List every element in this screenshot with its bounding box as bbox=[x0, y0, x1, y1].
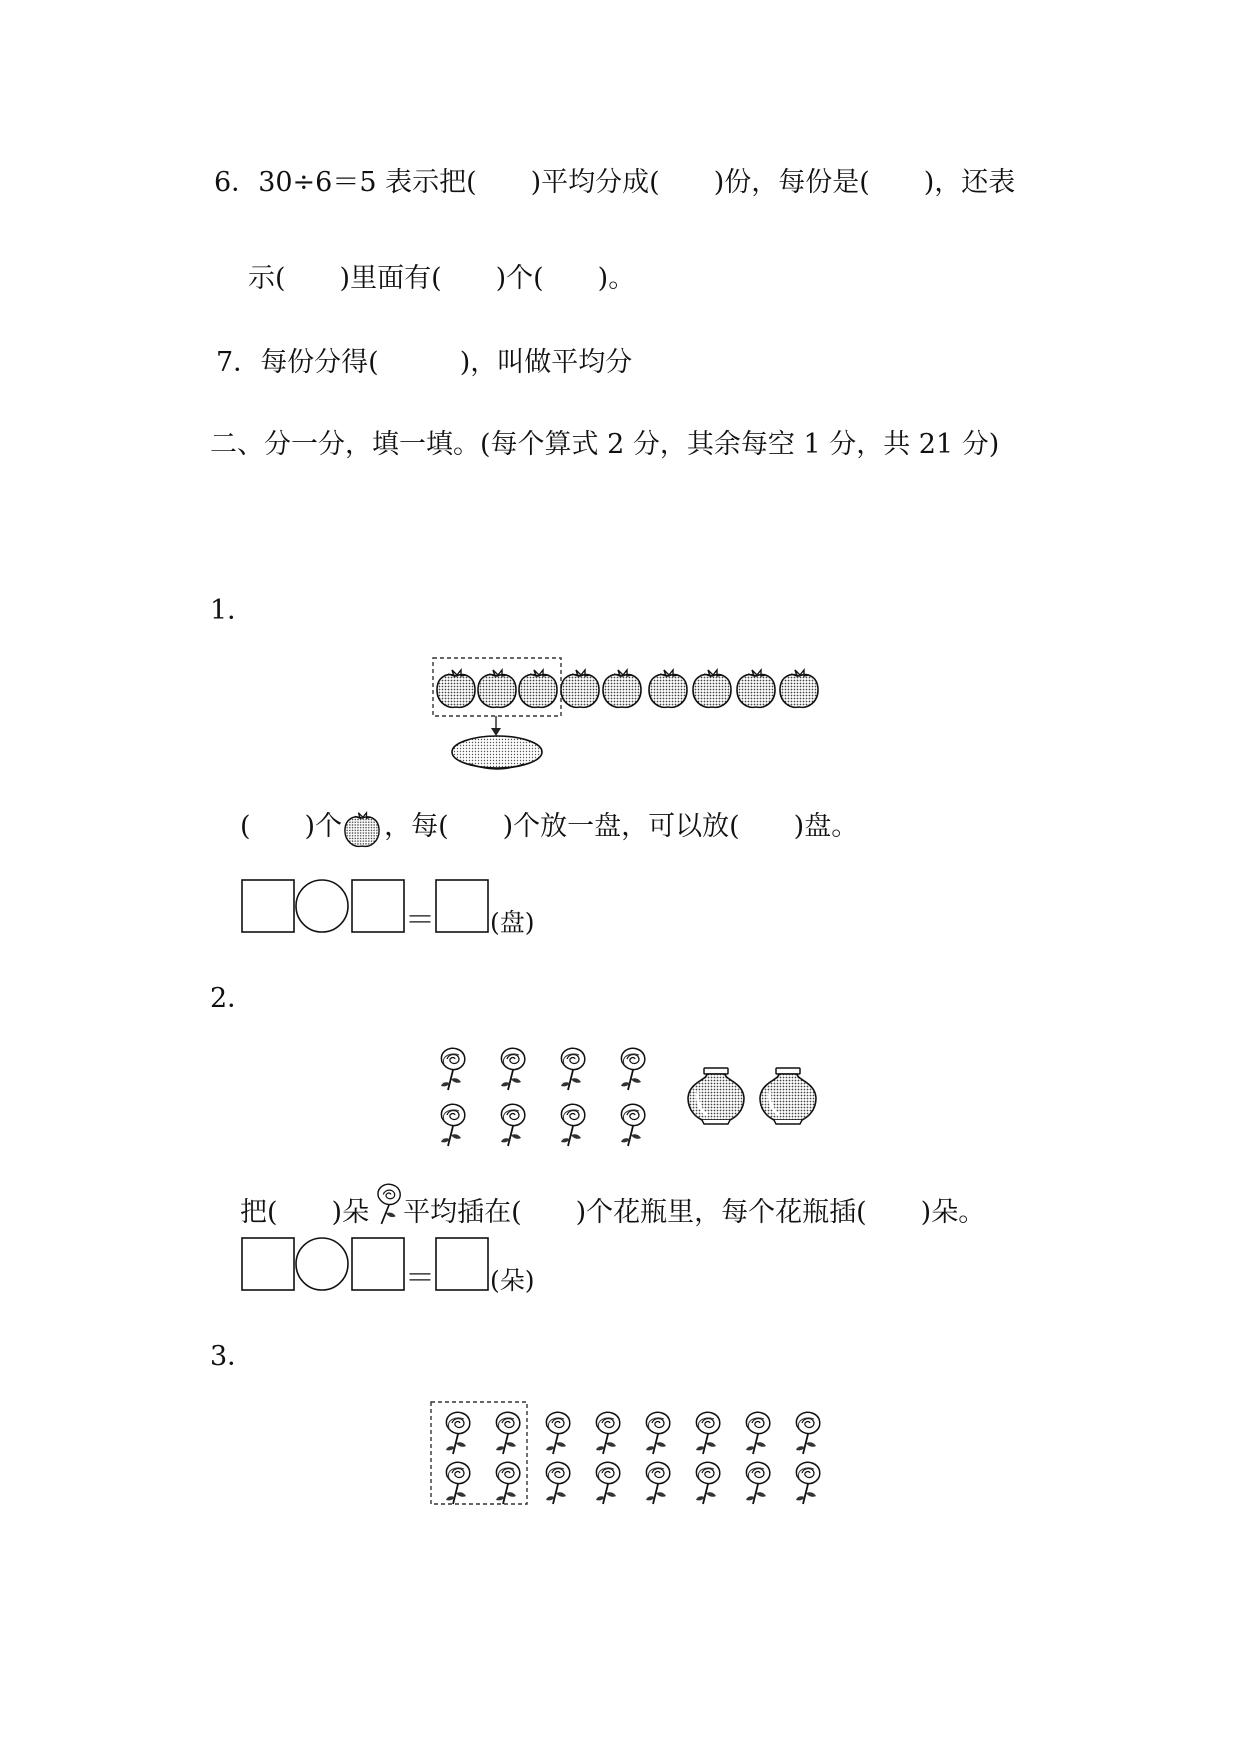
p2-number: 2． bbox=[210, 983, 255, 1014]
rose-icon bbox=[546, 1412, 570, 1454]
rose-icon bbox=[596, 1462, 620, 1504]
q6-line2: 示( )里面有( )个( )。 bbox=[248, 263, 636, 294]
p2-equals-sign: ＝ bbox=[405, 1261, 435, 1296]
rose-icon bbox=[646, 1462, 670, 1504]
rose-icon bbox=[696, 1462, 720, 1504]
rose-icon bbox=[496, 1412, 520, 1454]
section2-title: 二、分一分，填一填。(每个算式 2 分，其余每空 1 分，共 21 分) bbox=[210, 429, 1000, 460]
p1-sentence-a: ( )个 bbox=[240, 811, 343, 842]
q6-number: 6． bbox=[214, 167, 259, 198]
p1-unit: (盘) bbox=[490, 908, 535, 937]
q7-number: 7． bbox=[216, 347, 261, 378]
rose-icon bbox=[796, 1462, 820, 1504]
q6-text-line1: 30÷6＝5 表示把( )平均分成( )份，每份是( )，还表 bbox=[258, 167, 1016, 198]
rose-icon bbox=[546, 1462, 570, 1504]
rose-icon bbox=[496, 1462, 520, 1504]
rose-icon bbox=[596, 1412, 620, 1454]
rose-icon bbox=[746, 1412, 770, 1454]
rose-icon bbox=[446, 1462, 470, 1504]
p2-unit: (朵) bbox=[490, 1266, 535, 1295]
p3-number: 3． bbox=[210, 1341, 255, 1372]
p1-sentence-b: ，每( )个放一盘，可以放( )盘。 bbox=[384, 811, 859, 842]
rose-icon bbox=[646, 1412, 670, 1454]
p2-sentence-b: 平均插在( )个花瓶里，每个花瓶插( )朵。 bbox=[403, 1197, 986, 1228]
rose-icon bbox=[446, 1412, 470, 1454]
p1-number: 1． bbox=[210, 595, 255, 626]
p2-sentence-a: 把( )朵 bbox=[240, 1197, 370, 1228]
q7-text: 每份分得( )，叫做平均分 bbox=[260, 347, 633, 378]
p1-equals-sign: ＝ bbox=[405, 903, 435, 938]
rose-icon bbox=[746, 1462, 770, 1504]
rose-icon bbox=[796, 1412, 820, 1454]
rose-icon bbox=[696, 1412, 720, 1454]
